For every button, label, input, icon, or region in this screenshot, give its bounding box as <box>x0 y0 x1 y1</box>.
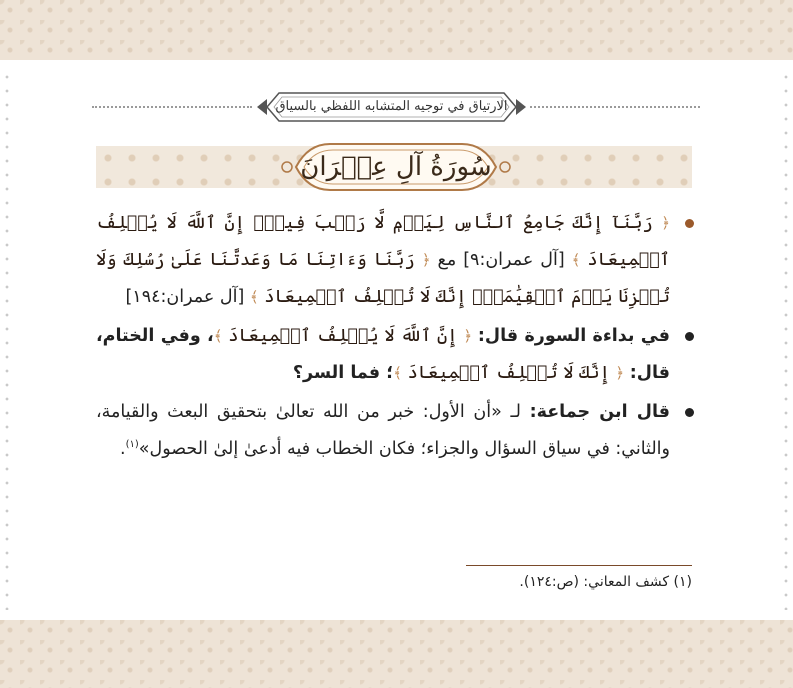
quran-open-bracket: ﴿ <box>615 364 625 382</box>
footnote: (١) كشف المعاني: (ص:١٢٤). <box>519 574 692 590</box>
top-decorative-band <box>0 0 793 60</box>
item-mid-text: ، وفي الختام، قال: <box>96 326 670 383</box>
verse-reference: [آل عمران:١٩٤] <box>125 287 245 307</box>
list-item <box>96 318 694 392</box>
header-rule-left <box>92 106 252 108</box>
footnote-separator <box>466 565 692 566</box>
body-text <box>96 205 694 470</box>
quran-close-bracket: ﴾ <box>213 327 223 345</box>
verse-text: إِنَّ ٱللَّهَ لَا يُخۡلِفُ ٱلۡمِيعَادَ <box>228 326 458 346</box>
bottom-decorative-band <box>0 620 793 688</box>
verse-reference: [آل عمران:٩] <box>463 250 565 270</box>
verse-text: رَبَّنَآ إِنَّكَ جَامِعُ ٱلنَّاسِ لِيَوۡمٖ لَّا رَيۡبَ فِيهِۚ إِنَّ ٱللَّهَ لَا يُخۡلِفُ ٱلۡمِيعَادَ <box>96 213 670 270</box>
item-lead: في بداءة السورة قال: <box>477 326 670 346</box>
quran-open-bracket: ﴿ <box>421 251 431 269</box>
connector-text: مع <box>437 250 457 270</box>
quran-open-bracket: ﴿ <box>463 327 473 345</box>
quran-close-bracket: ﴾ <box>571 251 581 269</box>
left-dotted-border <box>2 70 12 610</box>
quote-text: لـ «أن الأول: خبر من الله تعالىٰ بتحقيق البعث والقيامة، والثاني: في سياق السؤال والجزاء؛ فكان الخطاب فيه أدعىٰ إلىٰ الحصول» <box>96 402 670 459</box>
surah-banner <box>278 138 514 196</box>
right-dotted-border <box>781 70 791 610</box>
running-header <box>255 90 528 124</box>
quran-close-bracket: ﴾ <box>249 288 259 306</box>
quote-end: . <box>120 439 126 459</box>
bullet-icon <box>685 332 694 341</box>
quran-close-bracket: ﴾ <box>393 364 402 382</box>
bullet-icon <box>685 408 694 417</box>
running-header-title: الارتياق في توجيه المتشابه اللفظي بالسياق <box>275 99 508 114</box>
footnote-marker: (١) <box>125 439 139 451</box>
list-item <box>96 205 694 316</box>
header-rule-right <box>530 106 700 108</box>
verse-text: إِنَّكَ لَا تُخۡلِفُ ٱلۡمِيعَادَ <box>407 363 610 383</box>
surah-title: سُورَةُ آلِ عِمۡرَانَ <box>300 152 492 182</box>
bullet-icon <box>685 219 694 228</box>
item-lead: قال ابن جماعة: <box>529 402 670 422</box>
list-item <box>96 394 694 468</box>
item-tail-text: ؛ فما السر؟ <box>292 363 394 383</box>
verse-text: رَبَّنَا وَءَاتِنَا مَا وَعَدتَّنَا عَلَىٰ رُسُلِكَ وَلَا تُخۡزِنَا يَوۡمَ ٱلۡقِيَٰمَةِۖ إِنَّكَ لَا تُخۡلِفُ ٱلۡمِيعَادَ <box>96 250 670 307</box>
quran-open-bracket: ﴿ <box>661 214 670 232</box>
